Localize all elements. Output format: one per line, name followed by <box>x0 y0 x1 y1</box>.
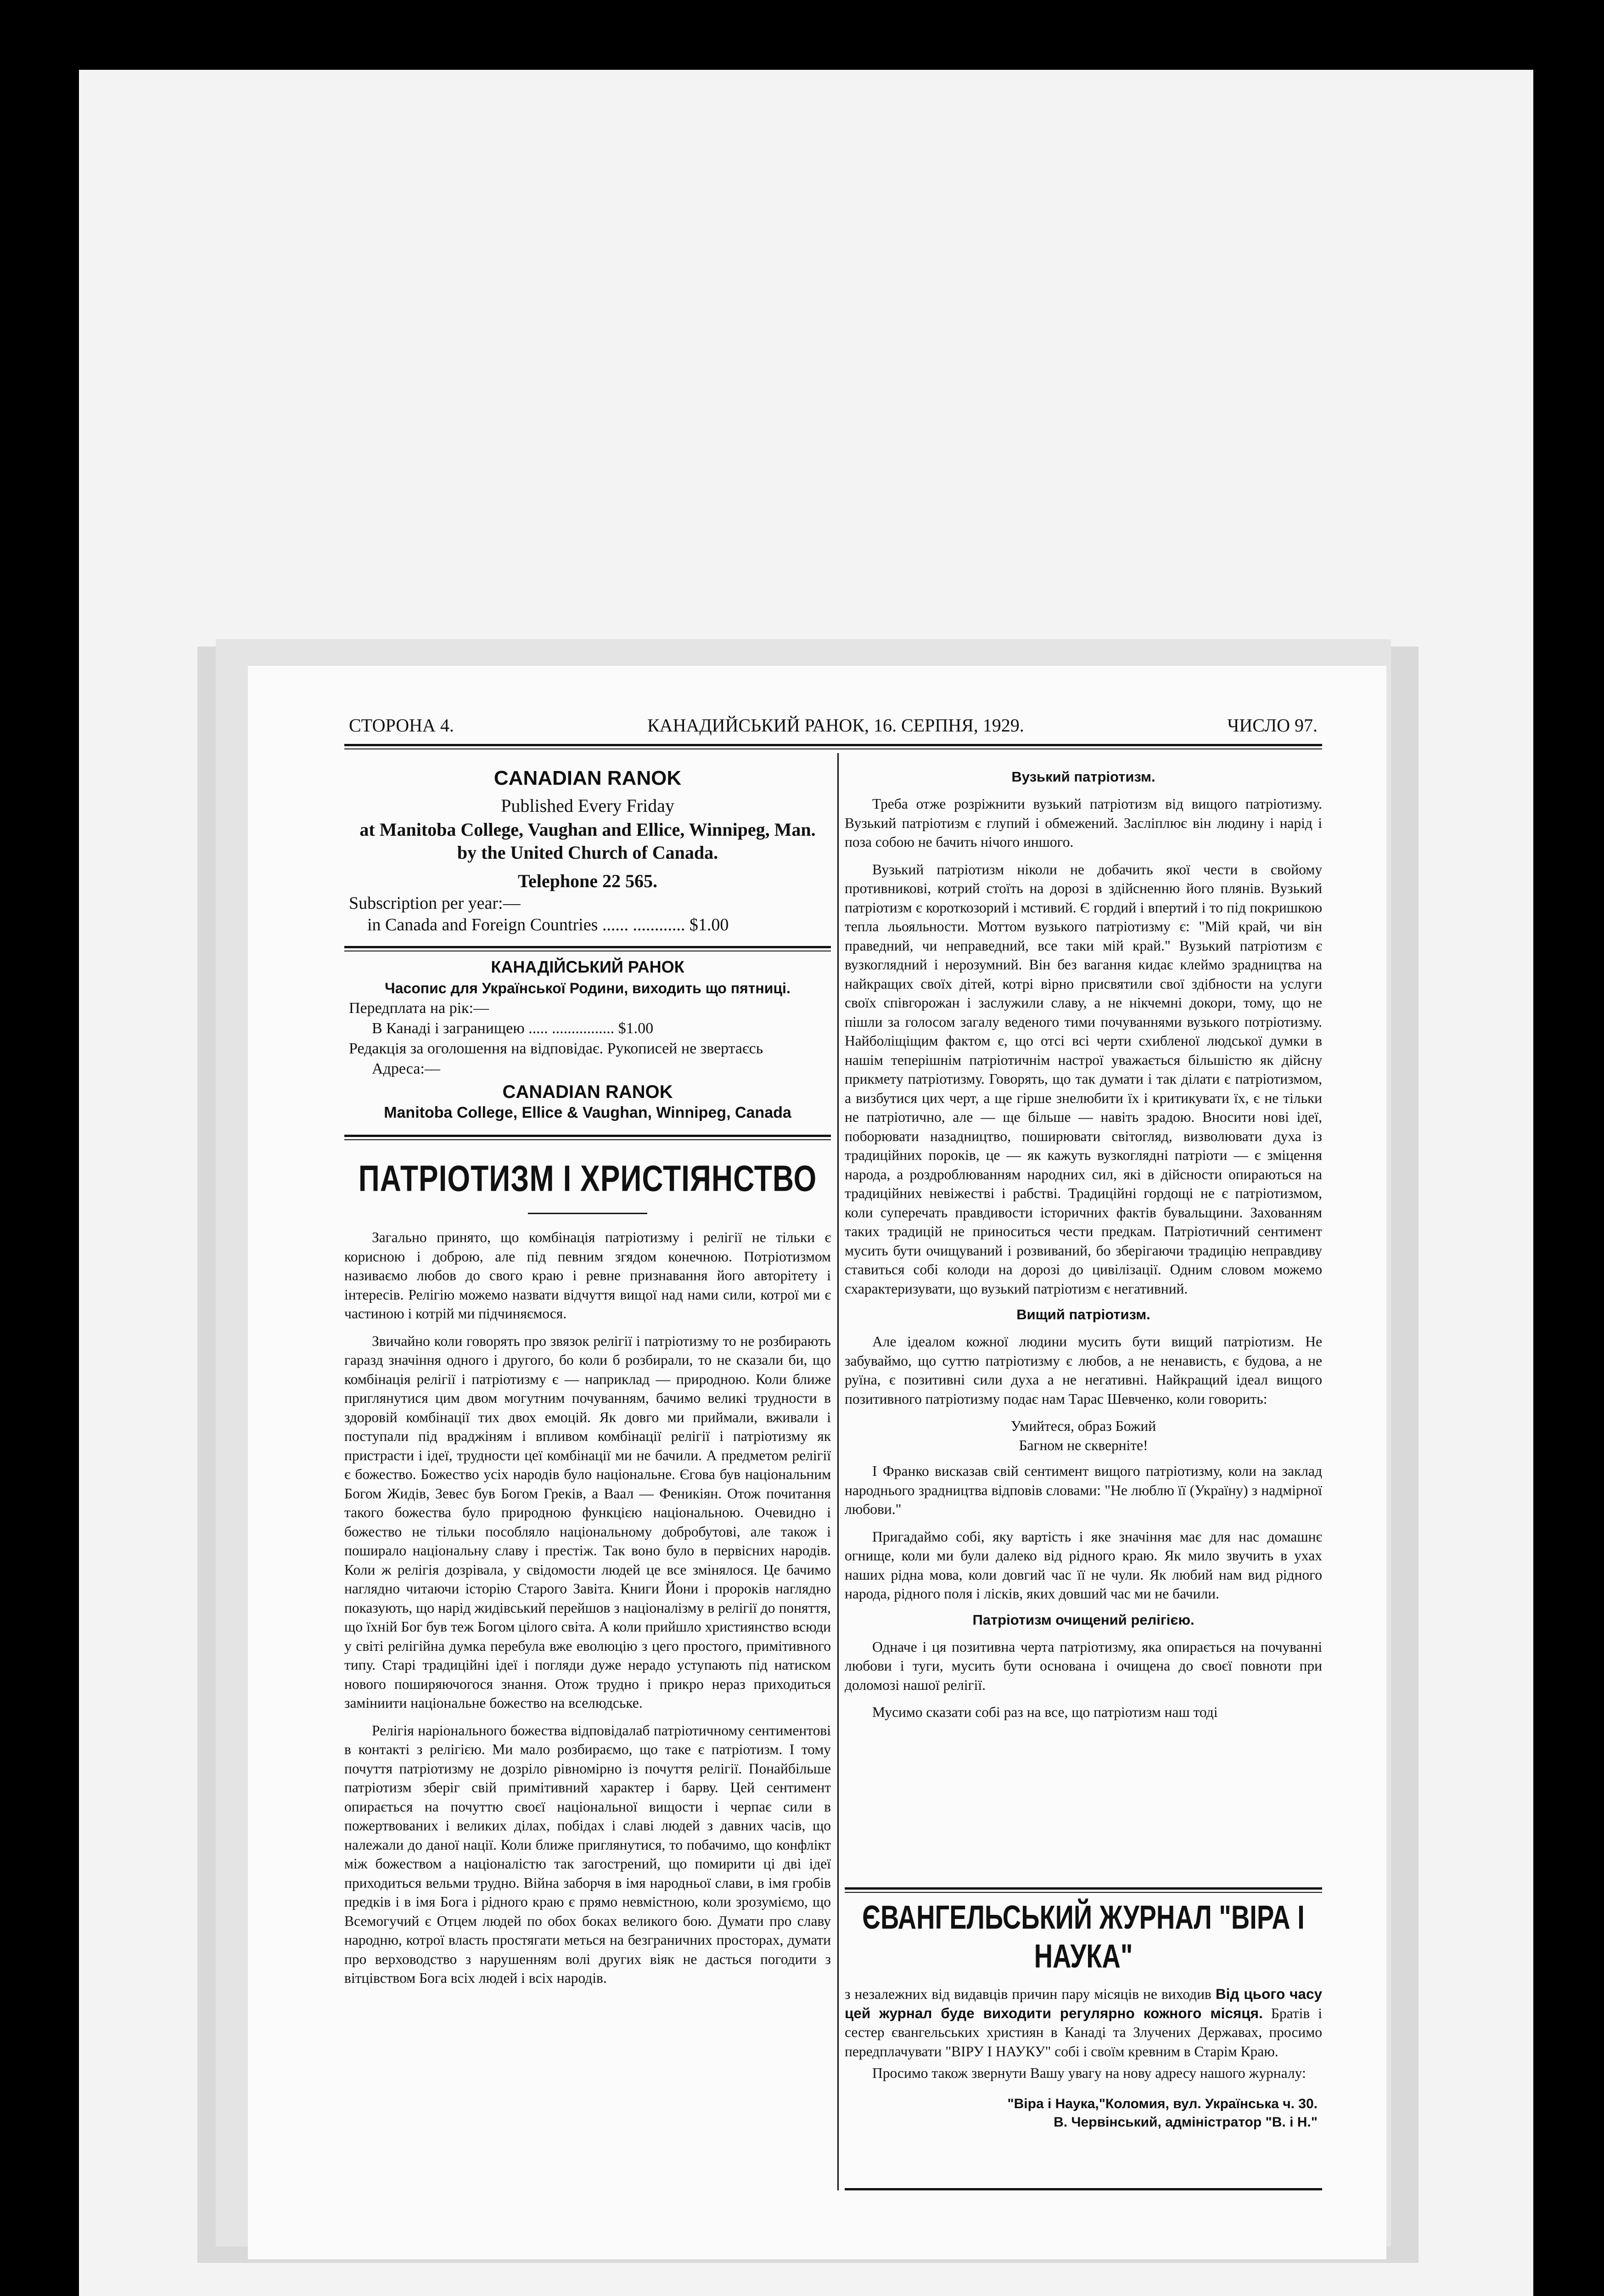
address-line: Manitoba College, Ellice & Vaughan, Winnipeg, Canada <box>384 1104 791 1121</box>
column-divider <box>837 753 839 2190</box>
article-right-body <box>845 769 1322 1722</box>
address-label: Адреса:— <box>372 1060 440 1077</box>
article-paragraph: Вузький патріотизм ніколи не добачить якої чести в свойому противникові, котрий стоїть на дорозі в здійсненню його плянів. Вузький патріотизм є короткозорий і мстивий. Є гордий і впертий і то під покришкою тепла льояльности. Моттом вузького патріотизму є: "Мій край, чи він праведний, чи неправедний, все таки мій край." Вузький патріотизм є вузкоглядний і нерозумний. Він без вагання кидає клеймо зрадництва на найкращих своїх дітей, котрі вірно присвятили свої здібности на услуги своїх співгорожан і заслужили славу, а не нікчемні докори, тому, що не пішли за голосом загалу веденого тими почуваннями вузького потріотизму. Найболіщіщим фактом є, що отсі всі черти схибленої людської думки в нашім теперішнім патріотичнім настрої уважається більшістю як дійсну прикмету патріотизму. Говорять, що так думати і так ділати є патріотизмом, а визбутися цих черт, а ще гірше знелюбити їх і критикувати їх, є не тільки не патріотично, але — ще більше — навіть зрадою. Вносити нові ідеї, поборювати назадництво, поширювати світогляд, визволювати духа із традиційних пороків, це — як кажуть вузкоглядні патріоти — є зміцення народа, а роздроблюванням народних сил, які в дійсности опираються на традиційних невіжестві і рабстві. Традиційні гордощі не є патріотизмом, коли суперечать правдивости історичних фактів бувальщини. Захованням таких традицій не приноситься чести предкам. Патріотичний сентимент мусить бути очищуваний і розвиваний, бо зберігаючи традицію неправдиву ставиться собі колоди на дорозі до цивілізації. Одним словом можемо схарактеризувати, що вузький патріотизм є негативний. <box>845 861 1322 1297</box>
subscription-row: in Canada and Foreign Countries ...... ............ $1.00 <box>367 915 729 934</box>
page-label: СТОРОНА 4. <box>349 715 454 736</box>
article-paragraph: Звичайно коли говорять про звязок релігії і патріотизму то не розбирають гаразд значіння одного і другого, бо коли б розбирали, то не сказали би, що комбінація релігії і патріотизму є — наприклад — природною. Коли ближе приглянутися цим двом могутним почуванням, бачимо великі трудности в здоровій комбінації тих двох емоцій. Як довго ми приймали, вживали і поступали під враджіням і впливом комбінації релігії і патріотизму як пристрасти і ідеї, трудности цеї комбінації ми не бачили. А предметом релігії є божество. Божество усіх народів було національне. Єгова був національним Богом Жидів, Зевес був Богом Греків, а Ваал — Феникіян. Отож почитання такого божества було природною функцією національною. Очевидно і божество не тільки пособляло національному добробутові, але також і поширало національну славу і престіж. Так воно було в первісних народів. Коли ж релігія дозрівала, у свідомости людей це все змінялося. Це бачимо наглядно читаючи історію Старого Завіта. Книги Йони і пророків наглядно показують, що нарід жидівський перейшов з націоналізму в релігії до поняття, що їхній Бог був теж Богом цілого світа. А коли прийшло християнство всюди у світі релігійна думка перебула вже еволюцію з цего простого, примітивного типу. Старі традиційні ідеї і погляди дуже нерадо уступають під натиском нового поширяючогося знання. Отож трудно і прикро нераз приходиться заміниити національне божество на вселюдське. <box>344 1333 831 1711</box>
poem-line: Багном не скверніте! <box>1019 1437 1148 1453</box>
article-paragraph: Треба отже розріжнити вузький патріотизм від вищого патріотизму. Вузький патріотизм є глупий і обмежений. Засліплює він людину і нарід і поза собою не бачить нічого иншого. <box>845 796 1322 850</box>
right-column <box>845 762 1322 1730</box>
masthead-ukrainian <box>344 956 831 998</box>
article-paragraph: Мусимо сказати собі раз на все, що патріотизм наш тоді <box>872 1704 1218 1720</box>
prepay-row: В Канаді і загранищею ..... ................ $1.00 <box>372 1020 654 1037</box>
paper-date: КАНАДИЙСЬКИЙ РАНОК, 16. СЕРПНЯ, 1929. <box>647 715 1024 736</box>
notice-text: з незалежних від видавців причин пару місяців не виходив <box>845 1986 1216 2002</box>
section-heading: Патріотизм очищений релігією. <box>972 1611 1195 1628</box>
masthead-telephone: Telephone 22 565. <box>517 871 658 891</box>
notice-address <box>845 2095 1322 2132</box>
poem-line: Умийтеся, образ Божий <box>1010 1418 1156 1434</box>
issue-number: ЧИСЛО 97. <box>1227 715 1318 736</box>
article-paragraph: Загально принято, що комбінація патріотизму і релігії не тільки є корисною і доброю, але під певним згядом конечною. Потріотизмом називаємо любов до свого краю і ревне признавання його авторітету і інтересів. Релігію можемо назвати відчуття вищої над нами сили, котрої ми є частиною і котрій ми підчиняємося. <box>344 1229 831 1322</box>
notice-address-line: "Віра і Наука,"Коломия, вул. Українська ч. 30. <box>1007 2096 1318 2111</box>
subscription-label: Subscription per year:— <box>349 894 521 913</box>
notice-rule-top-thin <box>845 1892 1322 1893</box>
headline-rule-top <box>344 1135 831 1137</box>
notice-rule-bottom <box>845 2188 1322 2190</box>
notice-title: ЄВАНГЕЛЬСЬКИЙ ЖУРНАЛ "ВІРА І НАУКА" <box>862 1898 1305 1975</box>
notice-address-line: В. Червінський, адміністратор "В. і Н." <box>1054 2114 1318 2130</box>
notice-bold-text: Від цього часу цей журнал буде виходити регулярно кожного місяця. <box>845 1986 1322 2021</box>
article-left-body <box>344 1228 831 1988</box>
left-column <box>344 762 831 1996</box>
address-title: CANADIAN RANOK <box>502 1082 673 1102</box>
notice-paragraph <box>845 1985 1322 2061</box>
headline-rule-top-thin <box>344 1139 831 1140</box>
notice-body <box>845 1985 1322 2083</box>
masthead-publisher-1: at Manitoba College, Vaughan and Ellice, Winnipeg, Man. <box>359 819 816 840</box>
section-heading: Вищий патріотизм. <box>1016 1306 1150 1322</box>
ukr-masthead-title: КАНАДІЙСЬКИЙ РАНОК <box>491 957 684 976</box>
article-paragraph: Але ідеалом кожної людини мусить бути вищий патріотизм. Не забуваймо, що суттю патріотизму є любов, а не ненависть, є будова, а не руїна, є позитивні сили духа а не негативні. Найкращий ідеал вищого позитивного патріотизму подає нам Тарас Шевченко, коли говорить: <box>845 1334 1322 1407</box>
newspaper-page <box>248 666 1386 2259</box>
article-headline: ПАТРІОТИЗМ І ХРИСТІЯНСТВО <box>358 1158 817 1199</box>
notice-box <box>845 1887 1322 2190</box>
editorial-note: Редакція за оголошення на відповідає. Рукописей не звертаєсь <box>349 1040 763 1057</box>
prepay-label: Передплата на рік:— <box>349 1000 489 1017</box>
article-paragraph: Релігія наріонального божества відповідалаб патріотичному сентиментові в контакті з релігією. Ми мало розбираємо, що таке є патріотизм. І тому почуття патріотизму не дозріло рівномірно із почуття релігії. Понайбільше патріотизм зберіг свій примітивний характер і барву. Цей сентимент опирається на почуттю своєї національної вищости і черпає сили в пожертвованих і великих ділах, побідах і славі людей з давних часів, що належали до даної нації. Коли ближе приглянутися, то побачимо, що конфлікт між божеством а націоналістю так загострений, що помирити ці дві ідеї приходиться вельми трудно. Війна заборчя в імя народньої слави, в імя гробів предків і в імя Бога і рідного краю є прямо невмістною, коли зрозуміємо, що Всемогучий є Отцем людей по обох боках великого бою. Думати про славу народню, котрої власть простягати меться на безграничних просторах, думати про верховодство з нарушенням волі других віяк не дасться погодити з вітцівством Бога всіх людей і всіх народів. <box>344 1722 831 1986</box>
masthead-english <box>344 767 831 893</box>
page-header <box>349 712 1318 744</box>
notice-rule-top <box>845 1887 1322 1890</box>
section-heading: Вузький патріотизм. <box>1011 769 1155 785</box>
poem-quote <box>845 1417 1322 1455</box>
masthead-publisher-2: by the United Church of Canada. <box>457 842 718 863</box>
masthead-rule <box>344 946 831 948</box>
notice-text: Братів і сестер євангельських християн в Канаді та Злучених Державах, просимо передплачувати "ВІРУ І НАУКУ" собі і своїм кревним в Старім Краю. <box>845 2005 1322 2060</box>
ukr-masthead-subtitle: Часопис для Української Родини, виходить що пятниці. <box>385 980 791 996</box>
article-paragraph: І Франко висказав свій сентимент вищого патріотизму, коли на заклад народнього зрадництва відповів словами: "Не люблю її (Україну) з надмірної любови." <box>845 1463 1322 1517</box>
notice-paragraph: Просимо також звернути Вашу увагу на нову адресу нашого журналу: <box>872 2065 1306 2081</box>
article-paragraph: Пригадаймо собі, яку вартість і яке значіння має для нас домашнє огнище, коли ми були далеко від рідного краю. Як мило звучить в ухах наших рідна мова, коли довгий час її не чули. Як любий нам вид рідного народа, рідного поля і лісків, яких довший час ми не бачили. <box>845 1528 1322 1602</box>
article-paragraph: Одначе і ця позитивна черта патріотизму, яка опирається на почуванні любови і туги, мусить бути основана і очищена до своєї повноти при доломозі нашої релігії. <box>845 1638 1322 1693</box>
header-rule <box>344 744 1322 746</box>
masthead-title: CANADIAN RANOK <box>494 767 682 789</box>
headline-underline <box>528 1213 647 1214</box>
masthead-frequency: Published Every Friday <box>501 795 674 816</box>
header-rule-thin <box>344 748 1322 749</box>
